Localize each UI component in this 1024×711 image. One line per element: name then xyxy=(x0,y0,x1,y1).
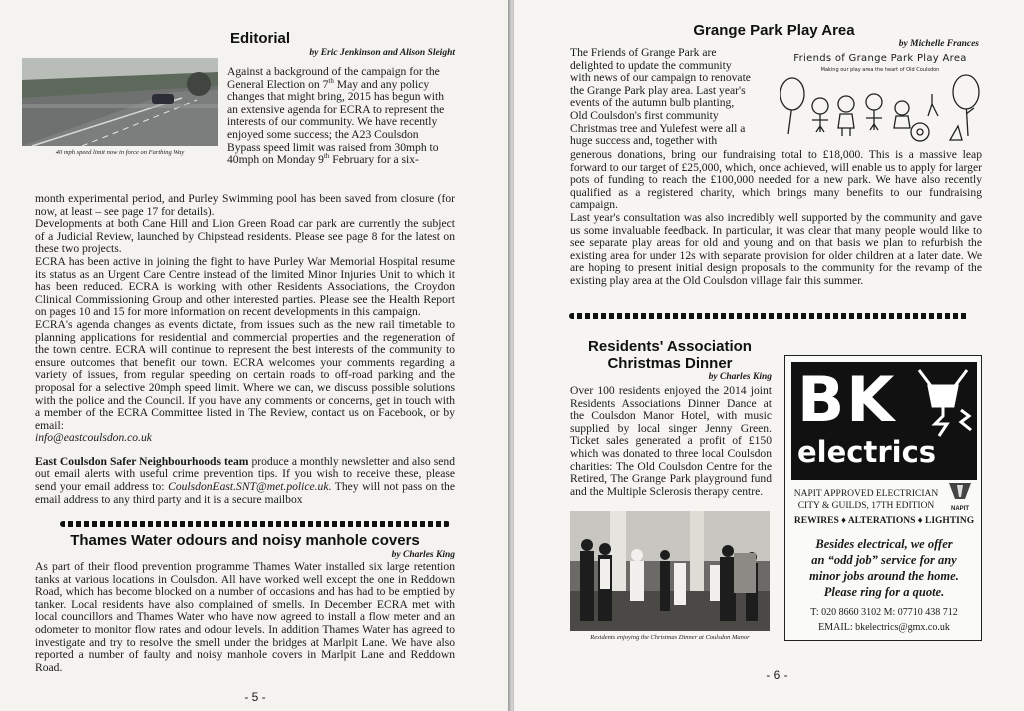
grange-body xyxy=(570,149,982,288)
ad-email[interactable]: EMAIL: bkelectrics@gmx.co.uk xyxy=(818,622,950,633)
snt-paragraph: East Coulsdon Safer Neighbourhoods team produce a monthly newsletter and also send out email alerts with useful crime prevention tips. If you wish to receive these, please send your email address to: CoulsdonEast.SNT@met.police.uk. They will not pass on the email address to any third party and it is a secure mailbox xyxy=(35,454,455,506)
grange-line: with news of our campaign to renovate xyxy=(570,71,751,85)
grange-line: Christmas tree and Yulefest were all a xyxy=(570,121,746,135)
grange-wrap-text xyxy=(570,47,776,148)
bk-logo-word: electrics xyxy=(797,435,937,469)
editorial-byline: by Eric Jenkinson and Alison Sleight xyxy=(309,48,455,58)
grange-logo-drawing xyxy=(780,74,980,146)
section-divider xyxy=(569,313,969,319)
snt-email-link[interactable]: CoulsdonEast.SNT@met.police.uk xyxy=(168,480,329,494)
editorial-line: Against a background of the campaign for the xyxy=(227,65,440,78)
grange-line: the Grange Park play area. Last year's xyxy=(570,83,746,97)
grange-logo-title: Friends of Grange Park Play Area xyxy=(793,53,967,64)
editorial-line: interests of our community. We have recently xyxy=(227,115,438,129)
bk-logo-letters: BK xyxy=(797,363,897,436)
services-list: REWIRES ♦ ALTERATIONS ♦ LIGHTING xyxy=(793,516,975,526)
left-page xyxy=(0,0,510,711)
bk-logo-block xyxy=(791,362,977,480)
editorial-paragraph-4: ECRA's agenda changes as events dictate, from issues such as the new rail timetable to planning applications for residential and commercial properties and the regeneration of the town centre. ECRA will continue to represent the best interests of the community to ensure outcomes that benefit our town. ECRA welcomes your comments regarding a variety of issues, from regular speeding on certain roads to off-road parking and the proposal for a selective 20mph speed limit. Where we can, we discuss possible solutions with the police and the Council. If you have any comments or concerns, get in touch with a member of the ECRA Committee listed in The Review, contact us on Facebook, or by email: info@eastcoulsdon.co.uk xyxy=(35,317,455,445)
grange-paragraph-2: Last year's consultation was also incredibly well supported by the community and gave us some invaluable feedback. In particular, it was clear that many people would like to see separate play areas for old and young and on that basis we plan to refurbish the existing area for under 12s with separate provision for older children at a later date. We are hoping to present initial design proposals to the community for the revamp of the existing play area at the Old Coulsdon village fair this summer. xyxy=(570,210,982,287)
thames-body: As part of their flood prevention programme Thames Water installed six large retention tanks at various locations in Coulsdon. All have worked well except the one in Reddown Road, which has become blocked on a number of occasions and has had to be emptied by tanker. Local residents have also complained of smells. In December ECRA met with local councillors and Thames Water who have now agreed to install a flow meter and an odometer to monitor flow rates and odour levels. In addition Thames Water has agreed to investigate and try to resolve the smell under the bridges at Marlpit Lane. We have also reported a number of faulty and noisy manhole covers in Marlpit Lane and Reddown Road. xyxy=(35,560,455,674)
grange-logo-tagline: Making our play area the heart of Old Coulsdon xyxy=(820,67,940,73)
thames-byline: by Charles King xyxy=(391,550,455,560)
editorial-line: Bypass speed limit was raised from 30mph to xyxy=(227,140,439,154)
napit-badge-label: NAPIT xyxy=(951,506,969,512)
editorial-line: General Election on 7th May and any policy xyxy=(227,76,430,91)
editorial-paragraph-3: ECRA has been active in joining the fight to have Purley War Memorial Hospital resume its status as an Urgent Care Centre instead of the limited Minor Injuries Unit to which it has been reduced. ECRA is working with other Residents Associations, the Croydon Clinical Commissioning Group and other interested parties. Please see the Health Report on pages 10 and 15 for more information on recent developments in this campaign. xyxy=(35,254,455,319)
grange-line: Old Coulsdon's first community xyxy=(570,108,719,122)
grange-byline: by Michelle Frances xyxy=(898,39,979,49)
editorial-line: 40mph on Monday 9th February for a six- xyxy=(227,152,419,167)
dinner-title: Residents' Association Christmas Dinner xyxy=(588,338,752,372)
editorial-line: changes that might bring, 2015 has begun with xyxy=(227,90,445,104)
odd-job-tagline: Besides electrical, we offer an “odd job” service for any minor jobs around the home. Please ring for a quote. xyxy=(809,537,959,599)
editorial-line: enjoyed some success; the A23 Coulsdon xyxy=(227,127,419,141)
grange-line: events of the autumn bulb planting, xyxy=(570,96,735,110)
napit-logo-icon xyxy=(943,481,977,501)
dinner-byline: by Charles King xyxy=(708,372,772,382)
plug-lightning-icon xyxy=(911,366,975,438)
dinner-photo xyxy=(570,511,770,631)
editorial-line: an extensive agenda for ECRA to represent the xyxy=(227,102,445,116)
editorial-wrap-text xyxy=(227,66,455,167)
bk-electrics-ad xyxy=(784,355,982,641)
grange-line: huge success and, together with xyxy=(570,134,718,148)
editorial-paragraph-1: month experimental period, and Purley Swimming pool has been saved from closure (for now, at least – see page 17 for details). xyxy=(35,192,455,218)
approved-electrician-text: NAPIT APPROVED ELECTRICIAN CITY & GUILDS, 17TH EDITION xyxy=(793,489,939,511)
section-divider xyxy=(60,521,450,527)
phone-numbers[interactable]: T: 020 8660 3102 M: 07710 438 712 xyxy=(810,607,958,618)
grange-paragraph-1: generous donations, bring our fundraising total to £18,000. This is a massive leap forward to our target of £25,000, which, once achieved, will enable us to apply for larger pots of funding to reach the £100,000 needed for a new park. We have also recently qualified as a registered charity, which brings many benefits to our fundraising campaign. xyxy=(570,148,982,212)
editorial-paragraph-2: Developments at both Cane Hill and Lion Green Road car park are currently the subject of a Judicial Review, launched by Chipstead residents. Please see page 8 for the latest on these two projects. xyxy=(35,217,455,256)
napit-badge xyxy=(943,481,977,511)
dinner-body: Over 100 residents enjoyed the 2014 joint Residents Associations Dinner Dance at the Coulsdon Manor Hotel, with music supplied by local singer Jenny Green. Ticket sales generated a profit of £150 which was donated to three local Coulsdon charities: The Old Coulsdon Centre for the Retired, The Grange Park playground fund and the Multiple Sclerosis therapy centre. xyxy=(570,384,772,498)
right-page xyxy=(514,0,1024,711)
road-photo-image xyxy=(22,58,218,146)
grange-line: delighted to update the community xyxy=(570,58,732,72)
dinner-photo-caption: Residents enjoying the Christmas Dinner at Coulsdon Manor xyxy=(590,634,750,641)
grange-title: Grange Park Play Area xyxy=(693,22,855,39)
page-number-left: - 5 - xyxy=(244,690,266,704)
road-photo xyxy=(22,58,218,146)
grange-line: The Friends of Grange Park are xyxy=(570,46,717,59)
road-photo-caption: 40 mph speed limit now in force on Farthing Way xyxy=(55,149,185,156)
ecra-email-link[interactable]: info@eastcoulsdon.co.uk xyxy=(35,431,152,445)
editorial-title: Editorial xyxy=(229,30,290,47)
grange-logo xyxy=(780,50,980,150)
editorial-body xyxy=(35,193,455,506)
page-number-right: - 6 - xyxy=(766,668,788,682)
dinner-photo-image xyxy=(570,511,770,631)
thames-title: Thames Water odours and noisy manhole covers xyxy=(70,532,420,549)
